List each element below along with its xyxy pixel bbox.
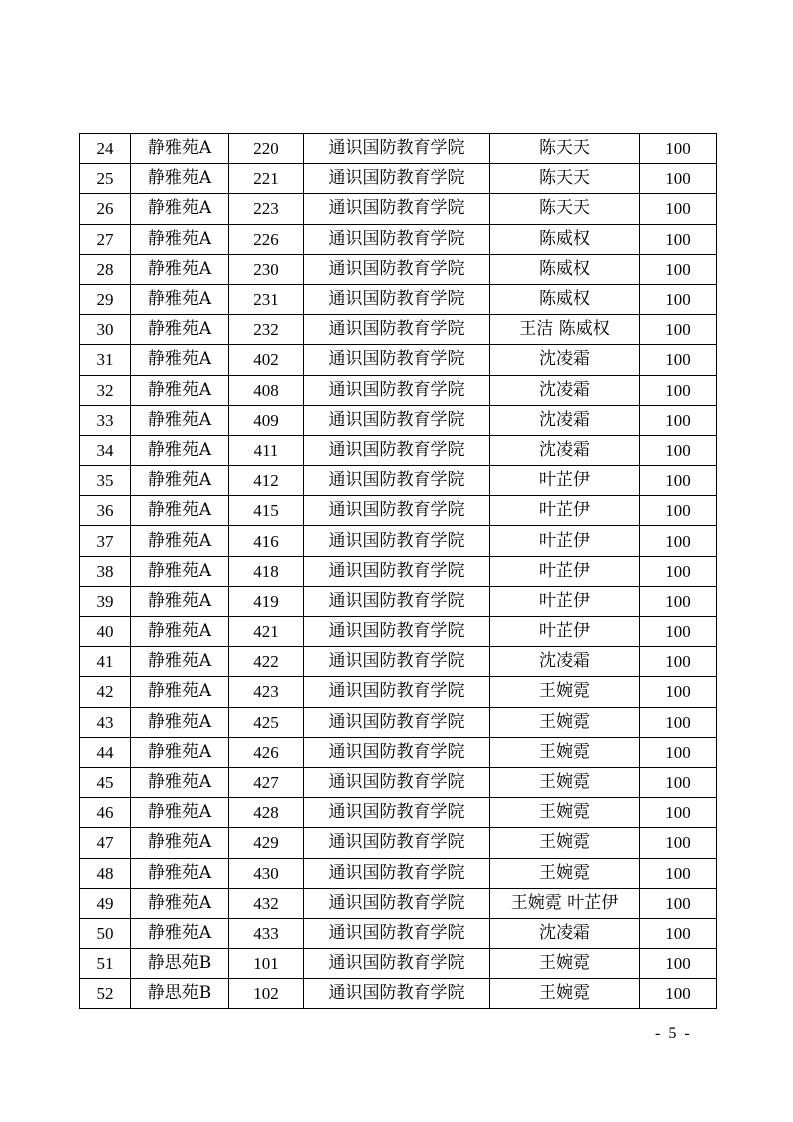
- room-number-cell: 421: [229, 617, 304, 647]
- college-cell: 通识国防教育学院: [304, 284, 490, 314]
- college-cell: 通识国防教育学院: [304, 949, 490, 979]
- college-cell: 通识国防教育学院: [304, 405, 490, 435]
- table-row: [80, 949, 717, 979]
- row-number-cell: 33: [80, 405, 131, 435]
- room-number-cell: 418: [229, 556, 304, 586]
- table-row: [80, 466, 717, 496]
- score-cell: 100: [640, 828, 717, 858]
- table-row: [80, 767, 717, 797]
- teacher-cell: 沈凌霜: [490, 435, 640, 465]
- score-cell: 100: [640, 888, 717, 918]
- score-cell: 100: [640, 254, 717, 284]
- table-row: [80, 526, 717, 556]
- teacher-cell: 陈威权: [490, 224, 640, 254]
- room-number-cell: 102: [229, 979, 304, 1009]
- row-number-cell: 50: [80, 918, 131, 948]
- score-cell: 100: [640, 405, 717, 435]
- row-number-cell: 39: [80, 586, 131, 616]
- table-row: [80, 707, 717, 737]
- building-cell: 静雅苑A: [131, 254, 229, 284]
- row-number-cell: 24: [80, 134, 131, 164]
- room-number-cell: 427: [229, 767, 304, 797]
- college-cell: 通识国防教育学院: [304, 888, 490, 918]
- table-body: [80, 134, 717, 1009]
- teacher-cell: 王婉霓: [490, 737, 640, 767]
- score-cell: 100: [640, 224, 717, 254]
- building-cell: 静思苑B: [131, 949, 229, 979]
- row-number-cell: 51: [80, 949, 131, 979]
- teacher-cell: 叶芷伊: [490, 556, 640, 586]
- teacher-cell: 王婉霓: [490, 798, 640, 828]
- building-cell: 静雅苑A: [131, 526, 229, 556]
- building-cell: 静雅苑A: [131, 617, 229, 647]
- table-row: [80, 798, 717, 828]
- college-cell: 通识国防教育学院: [304, 918, 490, 948]
- room-number-cell: 101: [229, 949, 304, 979]
- college-cell: 通识国防教育学院: [304, 345, 490, 375]
- row-number-cell: 47: [80, 828, 131, 858]
- score-cell: 100: [640, 949, 717, 979]
- room-number-cell: 419: [229, 586, 304, 616]
- college-cell: 通识国防教育学院: [304, 647, 490, 677]
- row-number-cell: 45: [80, 767, 131, 797]
- score-cell: 100: [640, 586, 717, 616]
- room-number-cell: 408: [229, 375, 304, 405]
- room-number-cell: 428: [229, 798, 304, 828]
- table-row: [80, 586, 717, 616]
- score-cell: 100: [640, 707, 717, 737]
- page-number: - 5 -: [655, 1025, 692, 1042]
- row-number-cell: 46: [80, 798, 131, 828]
- building-cell: 静雅苑A: [131, 375, 229, 405]
- college-cell: 通识国防教育学院: [304, 496, 490, 526]
- teacher-cell: 王洁 陈威权: [490, 315, 640, 345]
- score-cell: 100: [640, 315, 717, 345]
- teacher-cell: 王婉霓: [490, 767, 640, 797]
- teacher-cell: 陈天天: [490, 134, 640, 164]
- college-cell: 通识国防教育学院: [304, 737, 490, 767]
- table-row: [80, 405, 717, 435]
- building-cell: 静雅苑A: [131, 647, 229, 677]
- table-row: [80, 979, 717, 1009]
- room-number-cell: 220: [229, 134, 304, 164]
- table-row: [80, 617, 717, 647]
- room-number-cell: 426: [229, 737, 304, 767]
- teacher-cell: 王婉霓: [490, 858, 640, 888]
- college-cell: 通识国防教育学院: [304, 134, 490, 164]
- table-row: [80, 647, 717, 677]
- room-number-cell: 409: [229, 405, 304, 435]
- row-number-cell: 37: [80, 526, 131, 556]
- room-number-cell: 412: [229, 466, 304, 496]
- building-cell: 静雅苑A: [131, 284, 229, 314]
- building-cell: 静雅苑A: [131, 798, 229, 828]
- room-number-cell: 433: [229, 918, 304, 948]
- college-cell: 通识国防教育学院: [304, 586, 490, 616]
- building-cell: 静雅苑A: [131, 888, 229, 918]
- building-cell: 静雅苑A: [131, 918, 229, 948]
- teacher-cell: 王婉霓: [490, 677, 640, 707]
- teacher-cell: 叶芷伊: [490, 526, 640, 556]
- teacher-cell: 叶芷伊: [490, 586, 640, 616]
- table-row: [80, 315, 717, 345]
- teacher-cell: 沈凌霜: [490, 918, 640, 948]
- table-row: [80, 828, 717, 858]
- row-number-cell: 27: [80, 224, 131, 254]
- building-cell: 静雅苑A: [131, 134, 229, 164]
- score-cell: 100: [640, 496, 717, 526]
- row-number-cell: 30: [80, 315, 131, 345]
- score-cell: 100: [640, 435, 717, 465]
- college-cell: 通识国防教育学院: [304, 767, 490, 797]
- room-number-cell: 231: [229, 284, 304, 314]
- score-cell: 100: [640, 979, 717, 1009]
- table-row: [80, 918, 717, 948]
- building-cell: 静雅苑A: [131, 315, 229, 345]
- building-cell: 静雅苑A: [131, 466, 229, 496]
- row-number-cell: 25: [80, 164, 131, 194]
- row-number-cell: 35: [80, 466, 131, 496]
- table-row: [80, 888, 717, 918]
- row-number-cell: 36: [80, 496, 131, 526]
- row-number-cell: 48: [80, 858, 131, 888]
- room-number-cell: 425: [229, 707, 304, 737]
- row-number-cell: 42: [80, 677, 131, 707]
- college-cell: 通识国防教育学院: [304, 707, 490, 737]
- teacher-cell: 叶芷伊: [490, 466, 640, 496]
- teacher-cell: 陈威权: [490, 254, 640, 284]
- building-cell: 静雅苑A: [131, 345, 229, 375]
- building-cell: 静雅苑A: [131, 224, 229, 254]
- building-cell: 静雅苑A: [131, 767, 229, 797]
- college-cell: 通识国防教育学院: [304, 254, 490, 284]
- row-number-cell: 26: [80, 194, 131, 224]
- teacher-cell: 叶芷伊: [490, 496, 640, 526]
- college-cell: 通识国防教育学院: [304, 677, 490, 707]
- table-row: [80, 858, 717, 888]
- teacher-cell: 陈威权: [490, 284, 640, 314]
- table-row: [80, 224, 717, 254]
- teacher-cell: 沈凌霜: [490, 405, 640, 435]
- building-cell: 静雅苑A: [131, 496, 229, 526]
- table-row: [80, 435, 717, 465]
- room-number-cell: 221: [229, 164, 304, 194]
- building-cell: 静雅苑A: [131, 737, 229, 767]
- teacher-cell: 沈凌霜: [490, 647, 640, 677]
- score-cell: 100: [640, 556, 717, 586]
- score-cell: 100: [640, 134, 717, 164]
- score-cell: 100: [640, 345, 717, 375]
- room-number-cell: 430: [229, 858, 304, 888]
- college-cell: 通识国防教育学院: [304, 556, 490, 586]
- building-cell: 静雅苑A: [131, 707, 229, 737]
- building-cell: 静思苑B: [131, 979, 229, 1009]
- row-number-cell: 31: [80, 345, 131, 375]
- college-cell: 通识国防教育学院: [304, 798, 490, 828]
- row-number-cell: 28: [80, 254, 131, 284]
- score-cell: 100: [640, 466, 717, 496]
- score-cell: 100: [640, 798, 717, 828]
- table-row: [80, 556, 717, 586]
- table-row: [80, 677, 717, 707]
- score-cell: 100: [640, 737, 717, 767]
- college-cell: 通识国防教育学院: [304, 375, 490, 405]
- teacher-cell: 王婉霓: [490, 949, 640, 979]
- college-cell: 通识国防教育学院: [304, 435, 490, 465]
- row-number-cell: 32: [80, 375, 131, 405]
- row-number-cell: 38: [80, 556, 131, 586]
- college-cell: 通识国防教育学院: [304, 858, 490, 888]
- table-row: [80, 254, 717, 284]
- score-cell: 100: [640, 767, 717, 797]
- teacher-cell: 王婉霓: [490, 707, 640, 737]
- building-cell: 静雅苑A: [131, 586, 229, 616]
- college-cell: 通识国防教育学院: [304, 224, 490, 254]
- building-cell: 静雅苑A: [131, 405, 229, 435]
- building-cell: 静雅苑A: [131, 164, 229, 194]
- row-number-cell: 43: [80, 707, 131, 737]
- table-row: [80, 164, 717, 194]
- room-number-cell: 230: [229, 254, 304, 284]
- building-cell: 静雅苑A: [131, 828, 229, 858]
- room-number-cell: 415: [229, 496, 304, 526]
- college-cell: 通识国防教育学院: [304, 828, 490, 858]
- row-number-cell: 41: [80, 647, 131, 677]
- score-cell: 100: [640, 194, 717, 224]
- table-row: [80, 737, 717, 767]
- table-row: [80, 375, 717, 405]
- building-cell: 静雅苑A: [131, 858, 229, 888]
- room-number-cell: 232: [229, 315, 304, 345]
- table-row: [80, 134, 717, 164]
- college-cell: 通识国防教育学院: [304, 194, 490, 224]
- row-number-cell: 34: [80, 435, 131, 465]
- room-number-cell: 223: [229, 194, 304, 224]
- dormitory-score-table: [79, 133, 717, 1009]
- table-row: [80, 496, 717, 526]
- room-number-cell: 402: [229, 345, 304, 375]
- college-cell: 通识国防教育学院: [304, 315, 490, 345]
- teacher-cell: 陈天天: [490, 164, 640, 194]
- teacher-cell: 王婉霓: [490, 828, 640, 858]
- score-cell: 100: [640, 677, 717, 707]
- room-number-cell: 226: [229, 224, 304, 254]
- teacher-cell: 沈凌霜: [490, 375, 640, 405]
- row-number-cell: 52: [80, 979, 131, 1009]
- college-cell: 通识国防教育学院: [304, 466, 490, 496]
- row-number-cell: 44: [80, 737, 131, 767]
- table-row: [80, 284, 717, 314]
- building-cell: 静雅苑A: [131, 194, 229, 224]
- row-number-cell: 49: [80, 888, 131, 918]
- table-row: [80, 194, 717, 224]
- room-number-cell: 432: [229, 888, 304, 918]
- teacher-cell: 王婉霓: [490, 979, 640, 1009]
- score-cell: 100: [640, 526, 717, 556]
- score-cell: 100: [640, 284, 717, 314]
- college-cell: 通识国防教育学院: [304, 164, 490, 194]
- teacher-cell: 陈天天: [490, 194, 640, 224]
- row-number-cell: 40: [80, 617, 131, 647]
- college-cell: 通识国防教育学院: [304, 979, 490, 1009]
- score-cell: 100: [640, 164, 717, 194]
- college-cell: 通识国防教育学院: [304, 526, 490, 556]
- room-number-cell: 411: [229, 435, 304, 465]
- row-number-cell: 29: [80, 284, 131, 314]
- building-cell: 静雅苑A: [131, 435, 229, 465]
- score-cell: 100: [640, 617, 717, 647]
- building-cell: 静雅苑A: [131, 677, 229, 707]
- score-cell: 100: [640, 858, 717, 888]
- building-cell: 静雅苑A: [131, 556, 229, 586]
- room-number-cell: 429: [229, 828, 304, 858]
- score-cell: 100: [640, 647, 717, 677]
- room-number-cell: 422: [229, 647, 304, 677]
- score-cell: 100: [640, 918, 717, 948]
- score-cell: 100: [640, 375, 717, 405]
- room-number-cell: 416: [229, 526, 304, 556]
- teacher-cell: 沈凌霜: [490, 345, 640, 375]
- teacher-cell: 王婉霓 叶芷伊: [490, 888, 640, 918]
- college-cell: 通识国防教育学院: [304, 617, 490, 647]
- room-number-cell: 423: [229, 677, 304, 707]
- teacher-cell: 叶芷伊: [490, 617, 640, 647]
- table-row: [80, 345, 717, 375]
